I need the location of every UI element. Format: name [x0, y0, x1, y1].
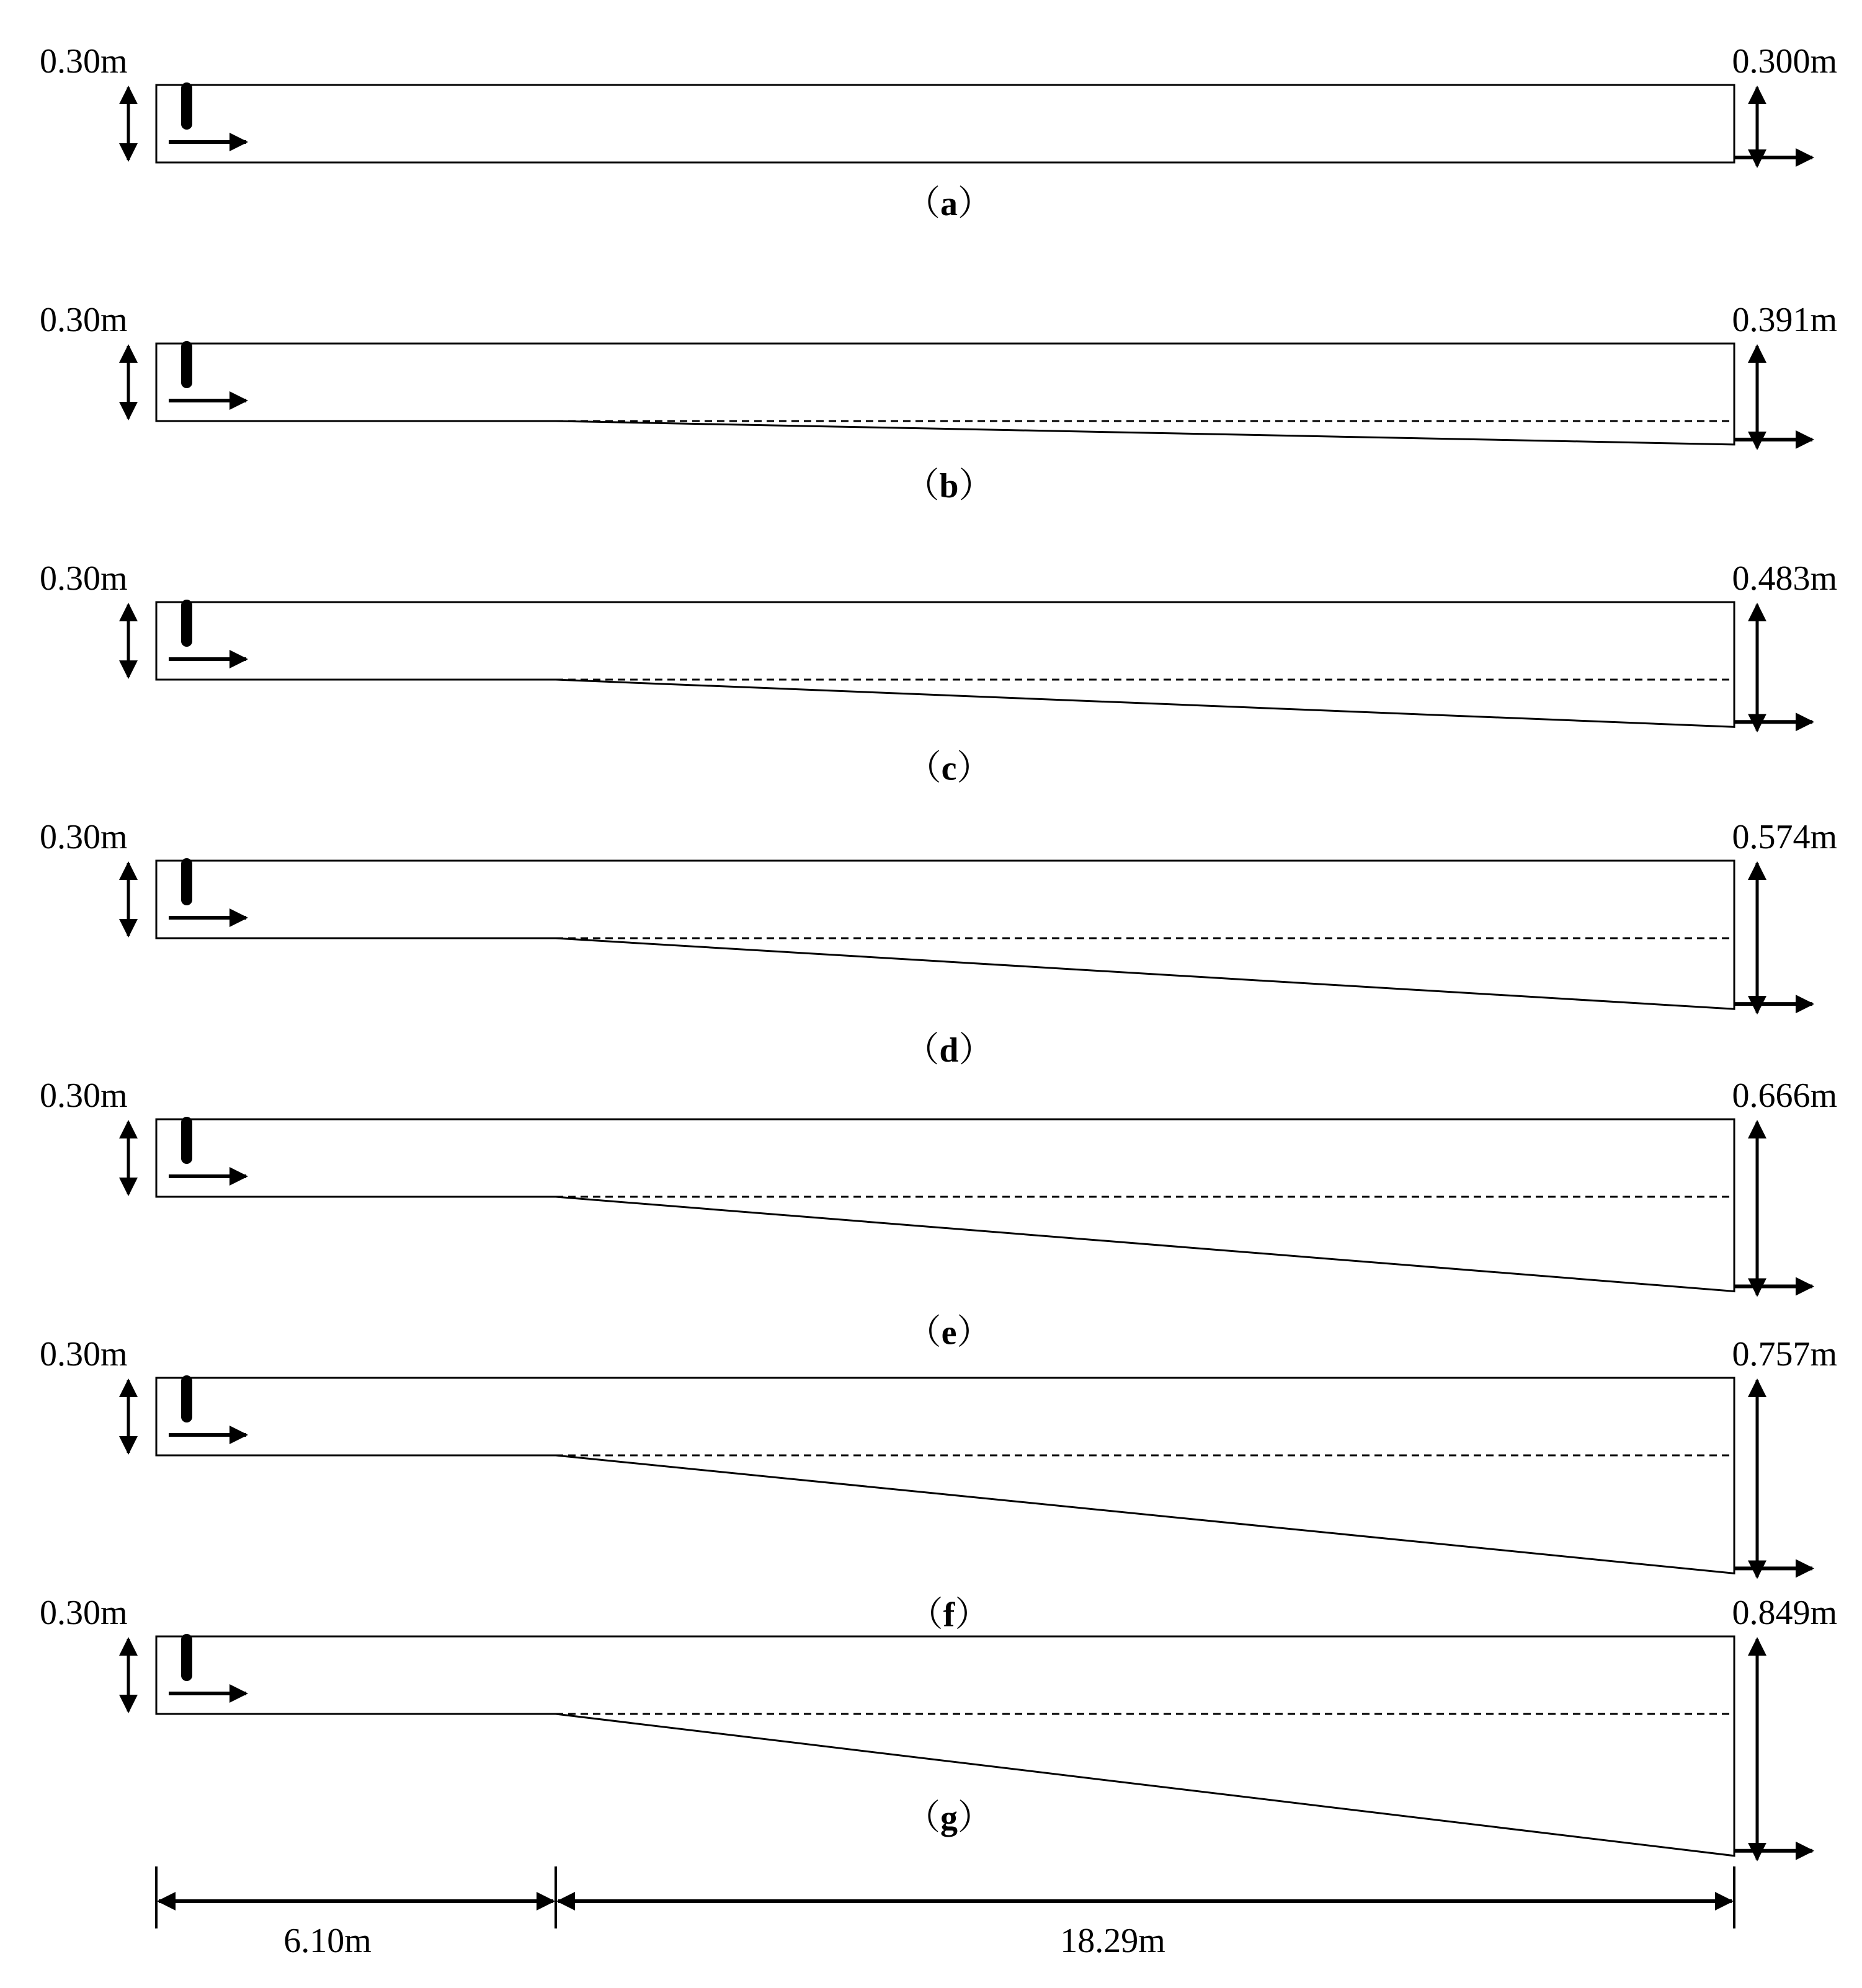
channel-outline [156, 602, 1734, 727]
caption-letter: c [941, 749, 957, 788]
inlet-length-label: 6.10m [283, 1922, 372, 1960]
inlet-height-label: 0.30m [40, 301, 128, 339]
caption-open-paren: （ [904, 1031, 940, 1070]
panel-caption [909, 1595, 990, 1634]
channel-outline [156, 85, 1734, 162]
caption-close-paren: ） [958, 185, 992, 223]
panel-caption [904, 1031, 993, 1070]
caption-close-paren: ） [956, 1313, 992, 1352]
panels-layer [40, 42, 1837, 1860]
caption-open-paren: （ [904, 466, 940, 505]
outlet-height-label: 0.666m [1732, 1076, 1837, 1115]
inlet-height-label: 0.30m [40, 1076, 128, 1115]
panel-caption [907, 1314, 992, 1352]
expansion-length-label: 18.29m [1060, 1922, 1165, 1960]
channel-outline [156, 344, 1734, 445]
channel-outline [156, 1378, 1734, 1573]
caption-letter: a [940, 185, 958, 223]
caption-close-paren: ） [958, 1031, 994, 1070]
panel-caption [904, 467, 993, 505]
panel-f [40, 1335, 1837, 1634]
caption-close-paren: ） [958, 466, 994, 505]
caption-letter: d [939, 1031, 959, 1070]
panel-caption [907, 749, 992, 788]
panel-e [40, 1076, 1837, 1352]
panel-c [40, 559, 1837, 788]
panel-a [40, 42, 1837, 223]
caption-letter: g [940, 1799, 958, 1837]
channel-outline [156, 861, 1734, 1009]
inlet-height-label: 0.30m [40, 818, 128, 856]
inlet-height-label: 0.30m [40, 1335, 128, 1373]
outlet-height-label: 0.757m [1732, 1335, 1837, 1373]
bottom-dimension [156, 1866, 1734, 1960]
caption-letter: e [941, 1313, 957, 1352]
panel-d [40, 818, 1837, 1070]
inlet-height-label: 0.30m [40, 559, 128, 598]
outlet-height-label: 0.483m [1732, 559, 1837, 598]
caption-close-paren: ） [955, 1595, 990, 1635]
outlet-height-label: 0.391m [1732, 301, 1837, 339]
caption-open-paren: （ [906, 749, 942, 788]
panel-caption [906, 1799, 992, 1837]
caption-close-paren: ） [956, 749, 992, 788]
outlet-height-label: 0.849m [1732, 1594, 1837, 1632]
outlet-height-label: 0.574m [1732, 818, 1837, 856]
caption-close-paren: ） [958, 1799, 992, 1837]
panel-caption [906, 185, 992, 223]
caption-open-paren: （ [906, 185, 940, 223]
channel-outline [156, 1119, 1734, 1292]
inlet-height-label: 0.30m [40, 1594, 128, 1632]
inlet-height-label: 0.30m [40, 42, 128, 81]
panel-b [40, 301, 1837, 505]
caption-open-paren: （ [908, 1595, 943, 1635]
caption-open-paren: （ [906, 1799, 940, 1837]
caption-letter: f [943, 1595, 955, 1635]
outlet-height-label: 0.300m [1732, 42, 1837, 81]
caption-letter: b [939, 466, 959, 505]
caption-open-paren: （ [906, 1313, 942, 1352]
